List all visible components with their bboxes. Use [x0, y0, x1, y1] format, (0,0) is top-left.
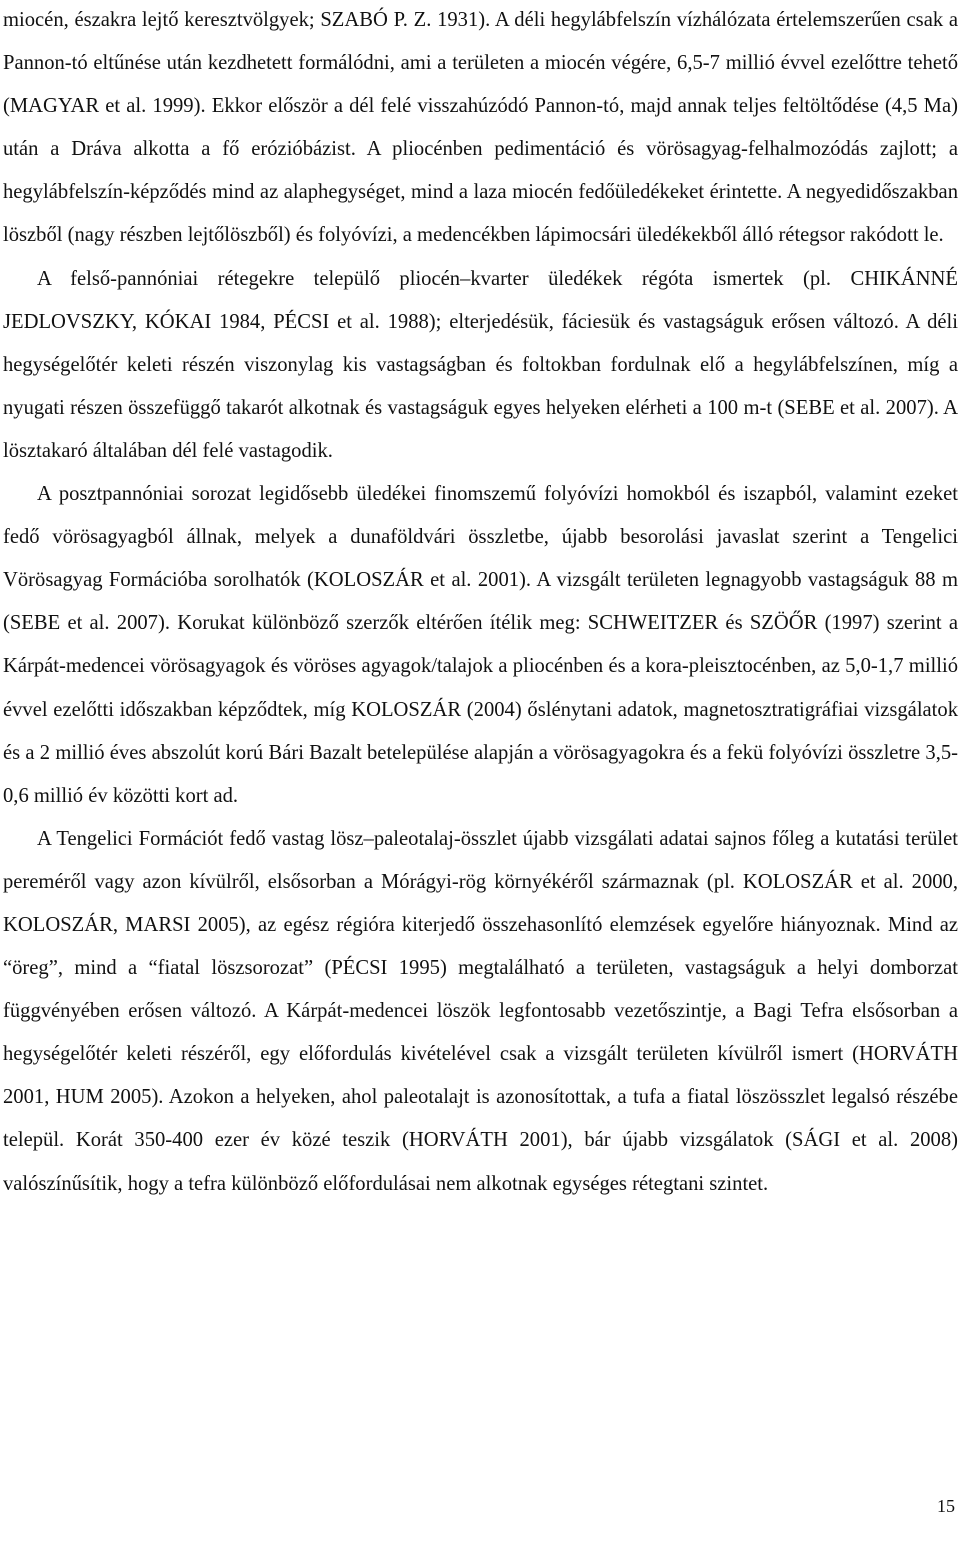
page-number: 15: [937, 1496, 955, 1516]
body-text: [3, 0, 958, 1206]
paragraph-4: A Tengelici Formációt fedő vastag lösz–paleotalaj-összlet újabb vizsgálati adatai sajnos főleg a kutatási terület pereméről vagy azon kívülről, elsősorban a Mórágyi-rög környékéről származnak (pl. KOLOSZÁR et al. 2000, KOLOSZÁR, MARSI 2005), az egész régióra kiterjedő összehasonlító elemzések egyelőre hiányoznak. Mind az “öreg”, mind a “fiatal löszsorozat” (PÉCSI 1995) megtalálható a területen, vastagságuk a helyi domborzat függvényében erősen változó. A Kárpát-medencei löszök legfontosabb vezetőszintje, a Bagi Tefra elsősorban a hegységelőtér keleti részéről, egy előfordulás kivételével csak a vizsgált területen kívülről ismert (HORVÁTH 2001, HUM 2005). Azokon a helyeken, ahol paleotalajt is azonosítottak, a tufa a fiatal löszösszlet legalsó részébe települ. Korát 350-400 ezer év közé teszik (HORVÁTH 2001), bár újabb vizsgálatok (SÁGI et al. 2008) valószínűsítik, hogy a tefra különböző előfordulásai nem alkotnak egységes rétegtani szintet.: [3, 827, 958, 1195]
paragraph-1: miocén, északra lejtő keresztvölgyek; SZABÓ P. Z. 1931). A déli hegylábfelszín vízhálózata értelemszerűen csak a Pannon-tó eltűnése után kezdhetett formálódni, ami a területen a miocén végére, 6,5-7 millió évvel ezelőttre tehető (MAGYAR et al. 1999). Ekkor először a dél felé visszahúzódó Pannon-tó, majd annak teljes feltöltődése (4,5 Ma) után a Dráva alkotta a fő erózióbázist. A pliocénben pedimentáció és vörösagyag-felhalmozódás zajlott; a hegylábfelszín-képződés mind az alaphegységet, mind a laza miocén fedőüledékeket érintette. A negyedidőszakban löszből (nagy részben lejtőlöszből) és folyóvízi, a medencékben lápimocsári üledékekből álló rétegsor rakódott le.: [3, 9, 958, 247]
paragraph-2: A felső-pannóniai rétegekre települő pliocén–kvarter üledékek régóta ismertek (pl. CHIKÁNNÉ JEDLOVSZKY, KÓKAI 1984, PÉCSI et al. 1988); elterjedésük, fáciesük és vastagságuk erősen változó. A déli hegységelőtér keleti részén viszonylag kis vastagságban és foltokban fordulnak elő a hegylábfelszínen, míg a nyugati részen összefüggő takarót alkotnak és vastagságuk egyes helyeken elérheti a 100 m-t (SEBE et al. 2007). A lösztakaró általában dél felé vastagodik.: [3, 267, 958, 462]
paragraph-3: A posztpannóniai sorozat legidősebb üledékei finomszemű folyóvízi homokból és iszapból, valamint ezeket fedő vörösagyagból állnak, melyek a dunaföldvári összletbe, újabb besorolási javaslat szerint a Tengelici Vörösagyag Formációba sorolhatók (KOLOSZÁR et al. 2001). A vizsgált területen legnagyobb vastagságuk 88 m (SEBE et al. 2007). Korukat különböző szerzők eltérően ítélik meg: SCHWEITZER és SZÖŐR (1997) szerint a Kárpát-medencei vörösagyagok és vöröses agyagok/talajok a pliocénben és a kora-pleisztocénben, az 5,0-1,7 millió évvel ezelőtti időszakban képződtek, míg KOLOSZÁR (2004) őslénytani adatok, magnetosztratigráfiai vizsgálatok és a 2 millió éves abszolút korú Bári Bazalt betelepülése alapján a vörösagyagokra és a fekü folyóvízi összletre 3,5-0,6 millió év közötti kort ad.: [3, 483, 958, 807]
